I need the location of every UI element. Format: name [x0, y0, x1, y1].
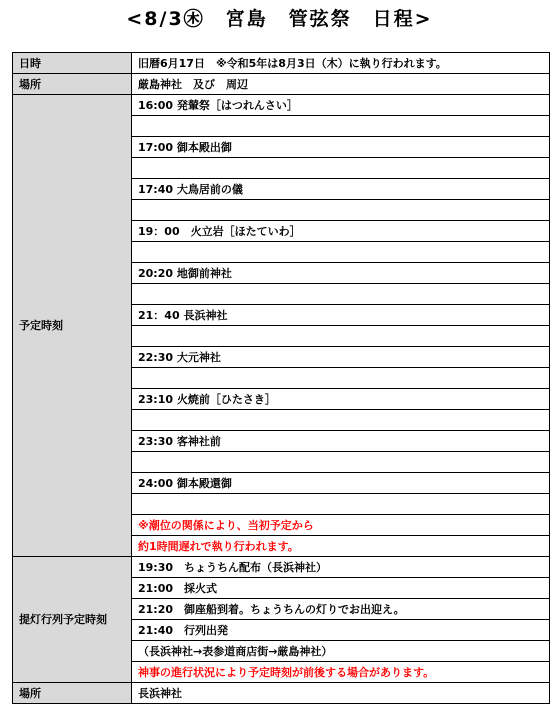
schedule-cell: 23:30 客神社前	[132, 431, 550, 452]
lantern-cell: 19:30 ちょうちん配布（長浜神社）	[132, 557, 550, 578]
schedule-cell	[132, 242, 550, 263]
place-value: 厳島神社 及び 周辺	[132, 74, 550, 95]
schedule-cell: 16:00 発輦祭［はつれんさい］	[132, 95, 550, 116]
schedule-cell: 24:00 御本殿還御	[132, 473, 550, 494]
place2-label: 場所	[13, 683, 132, 704]
schedule-cell: 22:30 大元神社	[132, 347, 550, 368]
table-row	[13, 53, 550, 74]
schedule-note: 約1時間遅れで執り行われます。	[132, 536, 550, 557]
schedule-cell: 23:10 火焼前［ひたさき］	[132, 389, 550, 410]
schedule-table	[12, 52, 550, 704]
table-row	[13, 74, 550, 95]
schedule-cell	[132, 494, 550, 515]
lantern-cell: （長浜神社→表参道商店街→厳島神社）	[132, 641, 550, 662]
page-title: <8/3㊍ 宮島 管弦祭 日程>	[126, 8, 433, 30]
place-label: 場所	[13, 74, 132, 95]
table-row	[13, 557, 550, 578]
lantern-note: 神事の進行状況により予定時刻が前後する場合があります。	[132, 662, 550, 683]
schedule-cell: 21：40 長浜神社	[132, 305, 550, 326]
schedule-note: ※潮位の関係により、当初予定から	[132, 515, 550, 536]
schedule-label: 予定時刻	[13, 95, 132, 557]
schedule-cell: 17:40 大鳥居前の儀	[132, 179, 550, 200]
schedule-cell: 19：00 火立岩［ほたていわ］	[132, 221, 550, 242]
schedule-cell	[132, 452, 550, 473]
place2-value: 長浜神社	[132, 683, 550, 704]
schedule-cell	[132, 200, 550, 221]
schedule-cell	[132, 410, 550, 431]
schedule-cell: 17:00 御本殿出御	[132, 137, 550, 158]
schedule-cell	[132, 368, 550, 389]
schedule-cell	[132, 284, 550, 305]
date-value: 旧暦6月17日 ※令和5年は8月3日（木）に執り行われます。	[132, 53, 550, 74]
table-row	[13, 95, 550, 116]
lantern-cell: 21:40 行列出発	[132, 620, 550, 641]
schedule-cell	[132, 158, 550, 179]
lantern-cell: 21:20 御座船到着。ちょうちんの灯りでお出迎え。	[132, 599, 550, 620]
lantern-cell: 21:00 採火式	[132, 578, 550, 599]
date-label: 日時	[13, 53, 132, 74]
schedule-cell	[132, 326, 550, 347]
schedule-cell	[132, 116, 550, 137]
schedule-cell: 20:20 地御前神社	[132, 263, 550, 284]
lantern-label: 提灯行列予定時刻	[13, 557, 132, 683]
